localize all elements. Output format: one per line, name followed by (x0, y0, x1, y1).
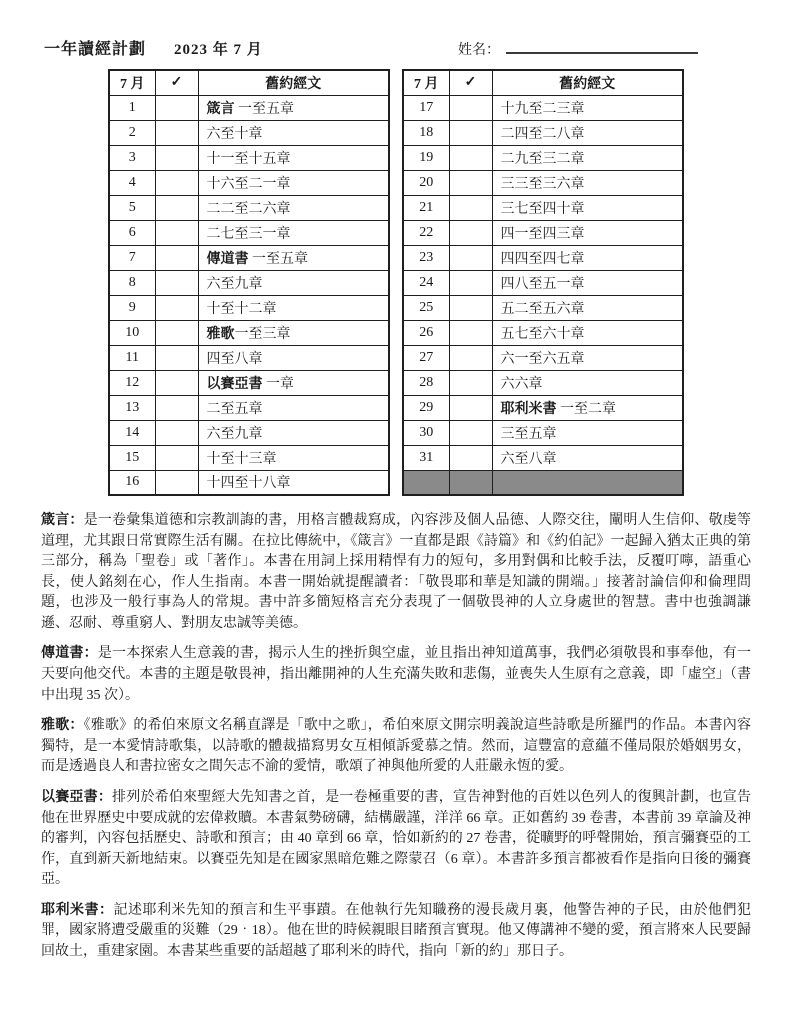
scripture-cell (492, 445, 683, 470)
scripture-text: 一至二章 (560, 401, 616, 417)
check-cell (449, 420, 492, 445)
book-name: 雅歌 (206, 326, 235, 342)
table-row (109, 195, 389, 220)
paragraph-text: 排列於希伯來聖經大先知書之首，是一卷極重要的書，宣告神對他的百姓以色列人的復興計劃，也宣告他在世界歷史中要成就的宏偉救贖。本書氣勢磅礴，結構嚴謹，洋洋 66 章。正如舊約 39 卷書，本書前 39 章論及神的審判，內容包括歷史、詩歌和預言；由 40 章到 66 章，恰如新約的 27 卷書，從曠野的呼聲開始，預言彌賽亞的工作，直到新天新地結束。以賽亞先知是在國家黑暗危難之際蒙召（6 章）。本書許多預言都被看作是指向日後的彌賽亞。 (41, 789, 752, 888)
scripture-cell (492, 195, 683, 220)
table-row (403, 295, 683, 320)
book-descriptions (40, 511, 752, 963)
scripture-text: 六一至六五章 (500, 351, 585, 367)
check-cell (155, 395, 198, 420)
day-cell: 7 (109, 245, 155, 270)
scripture-cell (492, 320, 683, 345)
table-row (109, 420, 389, 445)
scripture-text: 六至九章 (206, 426, 263, 442)
paragraph-label: 耶利米書： (41, 902, 114, 918)
day-cell: 10 (109, 320, 155, 345)
check-cell (449, 395, 492, 420)
scripture-text: 三至五章 (500, 426, 557, 442)
paragraph-ecclesiastes (41, 644, 751, 706)
scripture-text: 二四至二八章 (500, 126, 585, 142)
scripture-cell (198, 220, 389, 245)
table-row (109, 145, 389, 170)
day-cell: 19 (403, 145, 449, 170)
scripture-text: 一至五章 (252, 251, 308, 267)
day-cell: 31 (403, 445, 449, 470)
table-row (403, 195, 683, 220)
paragraph-jeremiah (41, 901, 751, 963)
day-cell: 15 (109, 445, 155, 470)
scripture-cell (198, 270, 389, 295)
scripture-text: 十至十三章 (206, 451, 277, 467)
empty-gray-cell (492, 470, 683, 495)
day-cell: 20 (403, 170, 449, 195)
scripture-column-header: 舊約經文 (198, 70, 389, 95)
check-cell (449, 445, 492, 470)
day-cell: 2 (109, 120, 155, 145)
check-cell (155, 120, 198, 145)
scripture-cell (492, 395, 683, 420)
table-row (403, 320, 683, 345)
check-cell (449, 295, 492, 320)
book-name: 耶利米書 (500, 401, 560, 417)
scripture-cell (198, 370, 389, 395)
check-cell (155, 220, 198, 245)
table-row (403, 170, 683, 195)
scripture-cell (492, 345, 683, 370)
check-cell (449, 120, 492, 145)
scripture-text: 二九至三二章 (500, 151, 585, 167)
day-cell: 25 (403, 295, 449, 320)
check-cell (155, 470, 198, 495)
table-row (109, 320, 389, 345)
day-cell: 18 (403, 120, 449, 145)
table-row (109, 295, 389, 320)
scripture-text: 五七至六十章 (500, 326, 585, 342)
scripture-cell (198, 445, 389, 470)
scripture-column-header: 舊約經文 (492, 70, 683, 95)
table-row (109, 370, 389, 395)
name-blank-line (506, 40, 698, 54)
check-cell (155, 95, 198, 120)
paragraph-song-of-songs (41, 716, 751, 778)
name-label: 姓名： (458, 43, 500, 58)
day-cell: 5 (109, 195, 155, 220)
check-cell (449, 245, 492, 270)
reading-table-right (402, 69, 684, 496)
scripture-cell (198, 170, 389, 195)
scripture-cell (492, 270, 683, 295)
book-name: 傳道書 (206, 251, 252, 267)
check-cell (155, 195, 198, 220)
scripture-cell (492, 295, 683, 320)
day-cell: 26 (403, 320, 449, 345)
table-row (109, 95, 389, 120)
table-row (109, 170, 389, 195)
paragraph-label: 雅歌： (41, 718, 84, 734)
check-cell (155, 270, 198, 295)
table-row (109, 345, 389, 370)
day-cell: 16 (109, 470, 155, 495)
scripture-cell (198, 345, 389, 370)
scripture-cell (198, 195, 389, 220)
check-cell (449, 370, 492, 395)
scripture-cell (198, 95, 389, 120)
day-column-header: 7 月 (403, 70, 449, 95)
empty-gray-cell (403, 470, 449, 495)
day-cell: 3 (109, 145, 155, 170)
table-row (109, 395, 389, 420)
scripture-text: 十四至十八章 (206, 476, 291, 492)
check-cell (449, 195, 492, 220)
check-cell (155, 345, 198, 370)
reading-table-left (108, 69, 390, 496)
table-row (403, 145, 683, 170)
day-cell: 24 (403, 270, 449, 295)
table-row (109, 220, 389, 245)
book-name: 以賽亞書 (206, 376, 266, 392)
scripture-cell (492, 170, 683, 195)
table-row (403, 395, 683, 420)
check-cell (155, 245, 198, 270)
paragraph-text: 是一卷彙集道德和宗教訓誨的書，用格言體裁寫成，內容涉及個人品德、人際交往，闡明人生信仰、敬虔等道理，尤其跟日常實際生活有關。在拉比傳統中，《箴言》一直都是跟《詩篇》和《約伯記》一起歸入猶太正典的第三部分，稱為「聖卷」或「著作」。本書在用詞上採用精悍有力的短句，多用對偶和比較手法，反覆叮嚀，語重心長，使人銘刻在心，作人生指南。本書一開始就提醒讀者：「敬畏耶和華是知識的開端。」接著討論信仰和倫理問題，也涉及一般行事為人的常規。書中許多簡短格言充分表現了一個敬畏神的人立身處世的智慧。書中也強調謙遜、忍耐、尊重窮人、對朋友忠誠等美德。 (41, 513, 752, 631)
table-row (403, 445, 683, 470)
scripture-cell (492, 220, 683, 245)
scripture-cell (492, 420, 683, 445)
paragraph-text: 記述耶利米先知的預言和生平事蹟。在他執行先知職務的漫長歲月裏，他警告神的子民，由於他們犯罪，國家將遭受嚴重的災難（29‧18）。他在世的時候親眼目睹預言實現。他又傳講神不變的愛，預言將來人民要歸回故土，重建家園。本書某些重要的話超越了耶利米的時代，指向「新的約」那日子。 (41, 902, 751, 959)
day-cell: 22 (403, 220, 449, 245)
checkmark-column-header: ✓ (155, 70, 198, 95)
scripture-text: 四一至四三章 (500, 226, 585, 242)
table-row (109, 120, 389, 145)
scripture-cell (198, 395, 389, 420)
table-row (403, 220, 683, 245)
day-cell: 6 (109, 220, 155, 245)
table-row (403, 345, 683, 370)
book-name: 箴言 (206, 101, 238, 117)
scripture-text: 六六章 (500, 376, 543, 392)
day-cell: 13 (109, 395, 155, 420)
scripture-text: 三七至四十章 (500, 201, 585, 217)
day-cell: 1 (109, 95, 155, 120)
scripture-text: 十一至十五章 (206, 151, 291, 167)
check-cell (449, 145, 492, 170)
scripture-text: 一至三章 (234, 326, 291, 342)
day-cell: 28 (403, 370, 449, 395)
day-cell: 4 (109, 170, 155, 195)
day-column-header: 7 月 (109, 70, 155, 95)
table-row (403, 95, 683, 120)
scripture-text: 十至十二章 (206, 301, 277, 317)
day-cell: 12 (109, 370, 155, 395)
scripture-text: 四四至四七章 (500, 251, 585, 267)
day-cell: 23 (403, 245, 449, 270)
day-cell: 14 (109, 420, 155, 445)
check-cell (155, 295, 198, 320)
check-cell (449, 320, 492, 345)
scripture-text: 六至十章 (206, 126, 263, 142)
check-cell (155, 370, 198, 395)
table-row (109, 270, 389, 295)
scripture-cell (198, 120, 389, 145)
day-cell: 21 (403, 195, 449, 220)
table-row (403, 270, 683, 295)
paragraph-label: 以賽亞書： (41, 789, 113, 805)
day-cell: 11 (109, 345, 155, 370)
scripture-text: 四至八章 (206, 351, 263, 367)
plan-month: 2023 年 7 月 (174, 42, 263, 58)
check-cell (449, 220, 492, 245)
paragraph-isaiah (41, 788, 751, 891)
check-cell (155, 445, 198, 470)
scripture-text: 三三至三六章 (500, 176, 585, 192)
name-field (458, 39, 698, 59)
paragraph-text: 是一本探索人生意義的書，揭示人生的挫折與空虛，並且指出神知道萬事，我們必須敬畏和事奉他，有一天要向他交代。本書的主題是敬畏神，指出離開神的人生充滿失敗和悲傷，並喪失人生原有之意義，即「虛空」（書中出現 35 次）。 (41, 646, 752, 703)
scripture-text: 十九至二三章 (500, 101, 585, 117)
day-cell: 29 (403, 395, 449, 420)
scripture-cell (198, 320, 389, 345)
paragraph-text: 《雅歌》的希伯來原文名稱直譯是「歌中之歌」，希伯來原文開宗明義說這些詩歌是所羅門的作品。本書內容獨特，是一本愛情詩歌集，以詩歌的體裁描寫男女互相傾訴愛慕之情。然而，這豐富的意蘊不僅局限於婚姻男女，而是透過良人和書拉密女之間矢志不渝的愛情，歌頌了神與他所愛的人莊嚴永恆的愛。 (41, 718, 752, 775)
scripture-cell (198, 295, 389, 320)
scripture-cell (492, 145, 683, 170)
scripture-text: 六至八章 (500, 451, 557, 467)
check-cell (155, 320, 198, 345)
reading-plan-tables (40, 69, 752, 496)
table-row (403, 120, 683, 145)
scripture-cell (492, 370, 683, 395)
table-header-row (403, 70, 683, 95)
scripture-text: 二七至三一章 (206, 226, 291, 242)
scripture-cell (492, 95, 683, 120)
scripture-cell (492, 120, 683, 145)
empty-gray-row (403, 470, 683, 495)
scripture-cell (198, 145, 389, 170)
day-cell: 17 (403, 95, 449, 120)
scripture-text: 五二至五六章 (500, 301, 585, 317)
scripture-text: 二至五章 (206, 401, 263, 417)
day-cell: 30 (403, 420, 449, 445)
checkmark-column-header: ✓ (449, 70, 492, 95)
scripture-cell (198, 470, 389, 495)
table-header-row (109, 70, 389, 95)
day-cell: 9 (109, 295, 155, 320)
paragraph-label: 傳道書： (41, 646, 98, 662)
scripture-cell (492, 245, 683, 270)
scripture-text: 六至九章 (206, 276, 263, 292)
paragraph-label: 箴言： (41, 513, 84, 528)
table-row (403, 245, 683, 270)
document-header (40, 36, 752, 59)
table-row (109, 245, 389, 270)
table-row (109, 445, 389, 470)
check-cell (449, 170, 492, 195)
check-cell (155, 145, 198, 170)
check-cell (449, 345, 492, 370)
check-cell (155, 420, 198, 445)
check-cell (449, 270, 492, 295)
scripture-cell (198, 420, 389, 445)
scripture-text: 一章 (266, 376, 294, 392)
empty-gray-cell (449, 470, 492, 495)
table-row (109, 470, 389, 495)
day-cell: 27 (403, 345, 449, 370)
check-cell (449, 95, 492, 120)
table-row (403, 370, 683, 395)
scripture-text: 四八至五一章 (500, 276, 585, 292)
table-row (403, 420, 683, 445)
check-cell (155, 170, 198, 195)
scripture-text: 十六至二一章 (206, 176, 291, 192)
scripture-text: 一至五章 (238, 101, 294, 117)
scripture-text: 二二至二六章 (206, 201, 291, 217)
page-title: 一年讀經計劃 (44, 41, 147, 58)
paragraph-proverbs (41, 511, 751, 634)
day-cell: 8 (109, 270, 155, 295)
scripture-cell (198, 245, 389, 270)
